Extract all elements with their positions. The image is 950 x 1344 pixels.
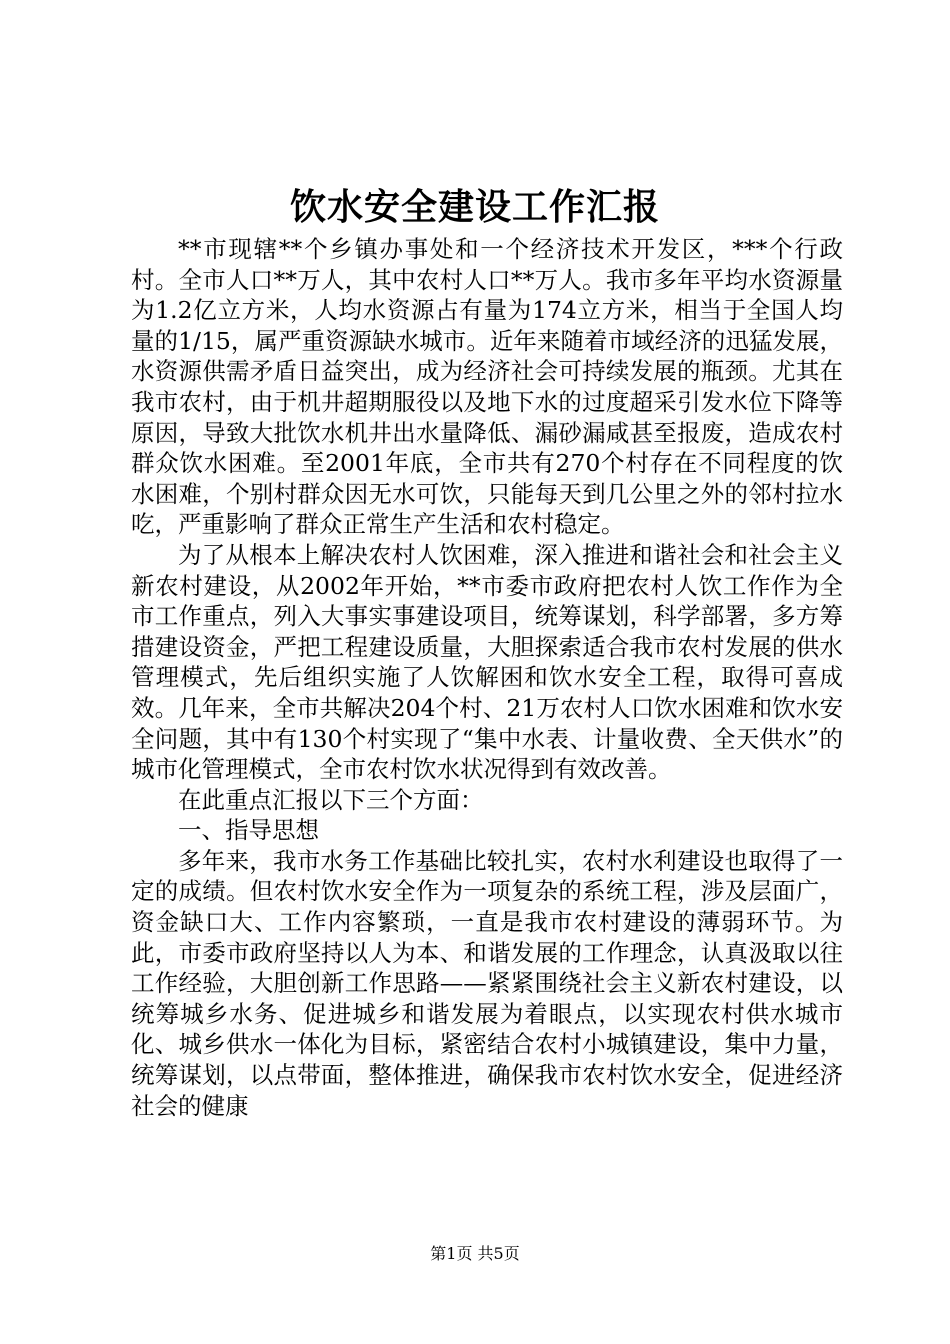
paragraph-guiding-ideology: 多年来，我市水务工作基础比较扎实，农村水利建设也取得了一定的成绩。但农村饮水安全作为一项复杂的系统工程，涉及层面广，资金缺口大、工作内容繁琐，一直是我市农村建设的薄弱环节。为此，市委市政府坚持以人为本、和谐发展的工作理念，认真汲取以往工作经验，大胆创新工作思路——紧紧围绕社会主义新农村建设，以统筹城乡水务、促进城乡和谐发展为着眼点，以实现农村供水城市化、城乡供水一体化为目标，紧密结合农村小城镇建设，集中力量，统筹谋划，以点带面，整体推进，确保我市农村饮水安全，促进经济社会的健康 [131, 846, 843, 1120]
page-number-footer: 第1页 共5页 [430, 1244, 520, 1263]
paragraph-intro-sections: 在此重点汇报以下三个方面： [178, 785, 484, 814]
paragraph-overview: **市现辖**个乡镇办事处和一个经济技术开发区，***个行政村。全市人口**万人，其中农村人口**万人。我市多年平均水资源量为1.2亿立方米，人均水资源占有量为174立方米，相当于全国人均量的1/15，属严重资源缺水城市。近年来随着市域经济的迅猛发展，水资源供需矛盾日益突出，成为经济社会可持续发展的瓶颈。尤其在我市农村，由于机井超期服役以及地下水的过度超采引发水位下降等原因，导致大批饮水机井出水量降低、漏砂漏咸甚至报废，造成农村群众饮水困难。至2001年底，全市共有270个村存在不同程度的饮水困难，个别村群众因无水可饮，只能每天到几公里之外的邻村拉水吃，严重影响了群众正常生产生活和农村稳定。 [131, 235, 843, 539]
document-body [131, 234, 843, 1121]
paragraph-achievements: 为了从根本上解决农村人饮困难，深入推进和谐社会和社会主义新农村建设，从2002年开始，**市委市政府把农村人饮工作作为全市工作重点，列入大事实事建设项目，统筹谋划，科学部署，多方筹措建设资金，严把工程建设质量，大胆探索适合我市农村发展的供水管理模式，先后组织实施了人饮解困和饮水安全工程，取得可喜成效。几年来，全市共解决204个村、21万农村人口饮水困难和饮水安全问题，其中有130个村实现了“集中水表、计量收费、全天供水”的城市化管理模式，全市农村饮水状况得到有效改善。 [131, 540, 843, 784]
section-heading-guiding-ideology: 一、指导思想 [178, 816, 319, 845]
document-title: 饮水安全建设工作汇报 [289, 186, 660, 228]
